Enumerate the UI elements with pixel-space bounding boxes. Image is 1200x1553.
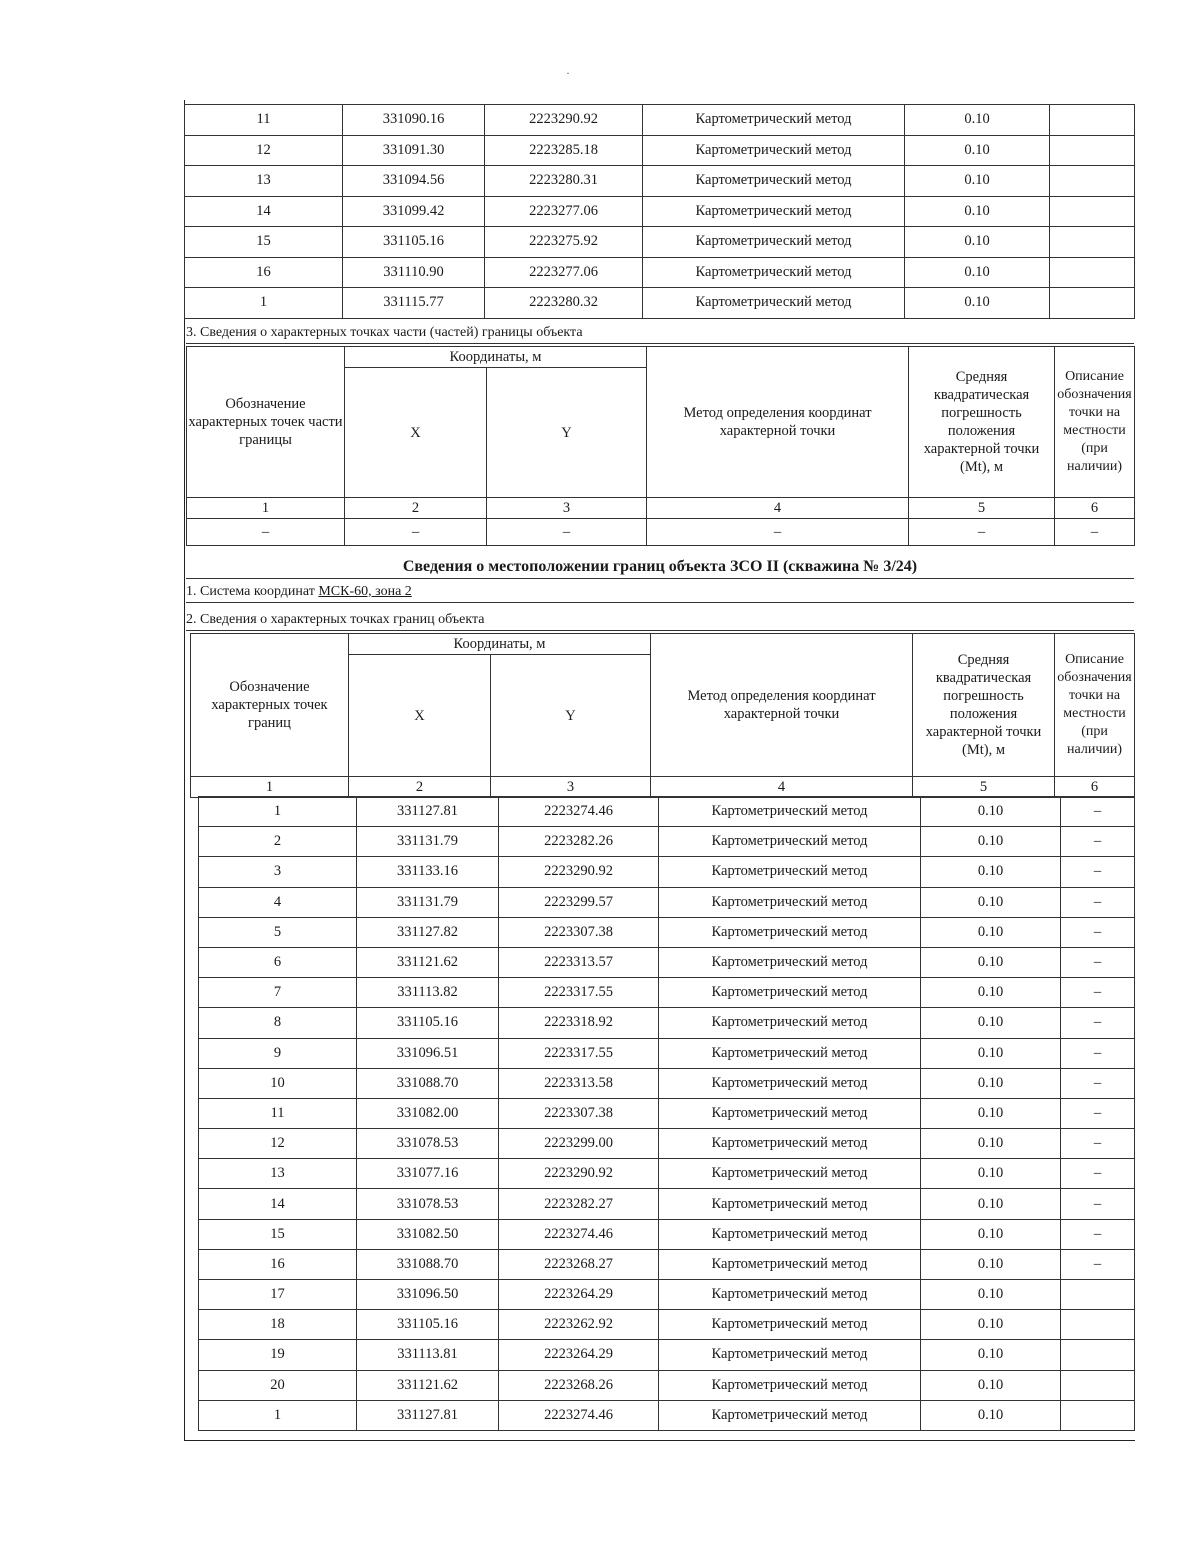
- accuracy-cell: 0.10: [921, 1219, 1061, 1249]
- coord-y-cell: 2223274.46: [499, 797, 659, 827]
- coord-x-cell: 331094.56: [343, 166, 485, 197]
- description-cell: –: [1061, 1038, 1135, 1068]
- section2-caption: 2. Сведения о характерных точках границ объекта: [186, 610, 1134, 631]
- method-cell: Картометрический метод: [643, 196, 905, 227]
- accuracy-cell: 0.10: [905, 196, 1050, 227]
- coord-y-cell: 2223290.92: [499, 857, 659, 887]
- accuracy-cell: 0.10: [905, 227, 1050, 258]
- accuracy-cell: 0.10: [921, 1129, 1061, 1159]
- col-point-header: Обозначение характерных точек части границы: [187, 347, 345, 498]
- column-numbers-2: 1 2 3 4 5 6: [191, 777, 1135, 798]
- col-x-header: X: [345, 368, 487, 498]
- table-row: [199, 1310, 1135, 1340]
- description-cell: [1050, 288, 1135, 319]
- method-cell: Картометрический метод: [659, 797, 921, 827]
- coord-y-cell: 2223280.32: [485, 288, 643, 319]
- column-numbers: 1 2 3 4 5 6: [187, 498, 1135, 519]
- method-cell: Картометрический метод: [659, 917, 921, 947]
- table-row: [199, 917, 1135, 947]
- description-cell: –: [1061, 1098, 1135, 1128]
- table-row: [199, 978, 1135, 1008]
- method-cell: Картометрический метод: [659, 1189, 921, 1219]
- coord-x-cell: 331088.70: [357, 1068, 499, 1098]
- description-cell: –: [1061, 857, 1135, 887]
- coord-x-cell: 331078.53: [357, 1129, 499, 1159]
- point-number-cell: 11: [185, 105, 343, 136]
- coord-y-cell: 2223307.38: [499, 1098, 659, 1128]
- accuracy-cell: 0.10: [921, 1340, 1061, 1370]
- table-row: [199, 1189, 1135, 1219]
- method-cell: Картометрический метод: [659, 1340, 921, 1370]
- col-point-header-2: Обозначение характерных точек границ: [191, 634, 349, 777]
- description-cell: [1050, 166, 1135, 197]
- description-cell: –: [1061, 797, 1135, 827]
- coord-x-cell: 331113.81: [357, 1340, 499, 1370]
- col-desc-header: Описание обозначения точки на местности (при наличии): [1055, 347, 1135, 498]
- section3-caption: 3. Сведения о характерных точках части (частей) границы объекта: [186, 323, 1134, 344]
- accuracy-cell: 0.10: [921, 1280, 1061, 1310]
- coord-y-cell: 2223277.06: [485, 196, 643, 227]
- table-row: [185, 257, 1135, 288]
- point-number-cell: 10: [199, 1068, 357, 1098]
- col-y-header-2: Y: [491, 655, 651, 777]
- coord-x-cell: 331096.50: [357, 1280, 499, 1310]
- accuracy-cell: 0.10: [921, 1159, 1061, 1189]
- description-cell: [1061, 1310, 1135, 1340]
- table-row: [199, 827, 1135, 857]
- coord-y-cell: 2223285.18: [485, 135, 643, 166]
- coord-x-cell: 331105.16: [343, 227, 485, 258]
- coord-x-cell: 331133.16: [357, 857, 499, 887]
- point-number-cell: 12: [199, 1129, 357, 1159]
- accuracy-cell: 0.10: [905, 166, 1050, 197]
- accuracy-cell: 0.10: [921, 1068, 1061, 1098]
- coord-y-cell: 2223268.26: [499, 1370, 659, 1400]
- coord-x-cell: 331096.51: [357, 1038, 499, 1068]
- method-cell: Картометрический метод: [659, 1159, 921, 1189]
- object-points-table: [198, 796, 1135, 1431]
- accuracy-cell: 0.10: [921, 1249, 1061, 1279]
- method-cell: Картометрический метод: [659, 1068, 921, 1098]
- table-row: [199, 1400, 1135, 1430]
- point-number-cell: 4: [199, 887, 357, 917]
- col-method-header: Метод определения координат характерной точки: [647, 347, 909, 498]
- description-cell: –: [1061, 1129, 1135, 1159]
- table-row: [199, 1129, 1135, 1159]
- point-number-cell: 3: [199, 857, 357, 887]
- col-coords-header-2: Координаты, м: [349, 634, 651, 655]
- accuracy-cell: 0.10: [921, 827, 1061, 857]
- coord-x-cell: 331105.16: [357, 1310, 499, 1340]
- description-cell: –: [1061, 1219, 1135, 1249]
- description-cell: [1050, 135, 1135, 166]
- table-row: [185, 105, 1135, 136]
- coord-y-cell: 2223282.26: [499, 827, 659, 857]
- coord-y-cell: 2223280.31: [485, 166, 643, 197]
- coord-x-cell: 331127.81: [357, 797, 499, 827]
- description-cell: –: [1061, 947, 1135, 977]
- point-number-cell: 7: [199, 978, 357, 1008]
- method-cell: Картометрический метод: [643, 135, 905, 166]
- coord-y-cell: 2223264.29: [499, 1280, 659, 1310]
- table-row: [199, 857, 1135, 887]
- coord-y-cell: 2223282.27: [499, 1189, 659, 1219]
- point-number-cell: 19: [199, 1340, 357, 1370]
- coord-x-cell: 331115.77: [343, 288, 485, 319]
- coord-y-cell: 2223277.06: [485, 257, 643, 288]
- description-cell: [1061, 1340, 1135, 1370]
- method-cell: Картометрический метод: [659, 1310, 921, 1340]
- accuracy-cell: 0.10: [921, 1400, 1061, 1430]
- accuracy-cell: 0.10: [921, 857, 1061, 887]
- method-cell: Картометрический метод: [659, 1219, 921, 1249]
- method-cell: Картометрический метод: [659, 857, 921, 887]
- point-number-cell: 15: [199, 1219, 357, 1249]
- accuracy-cell: 0.10: [921, 797, 1061, 827]
- accuracy-cell: 0.10: [905, 105, 1050, 136]
- table-row: [185, 196, 1135, 227]
- table-row: [185, 227, 1135, 258]
- coord-y-cell: 2223318.92: [499, 1008, 659, 1038]
- point-number-cell: 1: [199, 1400, 357, 1430]
- description-cell: [1061, 1280, 1135, 1310]
- col-desc-header-2: Описание обозначения точки на местности (при наличии): [1055, 634, 1135, 777]
- coord-y-cell: 2223290.92: [499, 1159, 659, 1189]
- table-row: [199, 1098, 1135, 1128]
- description-cell: –: [1061, 1189, 1135, 1219]
- accuracy-cell: 0.10: [905, 288, 1050, 319]
- coord-x-cell: 331131.79: [357, 827, 499, 857]
- method-cell: Картометрический метод: [659, 1129, 921, 1159]
- coord-y-cell: 2223313.58: [499, 1068, 659, 1098]
- point-number-cell: 11: [199, 1098, 357, 1128]
- col-method-header-2: Метод определения координат характерной точки: [651, 634, 913, 777]
- point-number-cell: 13: [185, 166, 343, 197]
- point-number-cell: 16: [185, 257, 343, 288]
- coord-x-cell: 331127.82: [357, 917, 499, 947]
- point-number-cell: 18: [199, 1310, 357, 1340]
- object-heading: Сведения о местоположении границ объекта ЗСО II (скважина № 3/24): [186, 556, 1134, 579]
- coord-x-cell: 331121.62: [357, 947, 499, 977]
- method-cell: Картометрический метод: [659, 978, 921, 1008]
- accuracy-cell: 0.10: [921, 978, 1061, 1008]
- coord-x-cell: 331131.79: [357, 887, 499, 917]
- point-number-cell: 16: [199, 1249, 357, 1279]
- point-number-cell: 17: [199, 1280, 357, 1310]
- method-cell: Картометрический метод: [643, 227, 905, 258]
- table-row: [199, 1068, 1135, 1098]
- coord-x-cell: 331091.30: [343, 135, 485, 166]
- object-points-header: [190, 633, 1135, 798]
- point-number-cell: 20: [199, 1370, 357, 1400]
- table-row: [199, 797, 1135, 827]
- coord-x-cell: 331113.82: [357, 978, 499, 1008]
- coord-x-cell: 331110.90: [343, 257, 485, 288]
- table-row: [199, 1280, 1135, 1310]
- coord-x-cell: 331121.62: [357, 1370, 499, 1400]
- description-cell: –: [1061, 917, 1135, 947]
- description-cell: –: [1061, 1068, 1135, 1098]
- method-cell: Картометрический метод: [643, 257, 905, 288]
- description-cell: –: [1061, 1159, 1135, 1189]
- accuracy-cell: 0.10: [921, 947, 1061, 977]
- table-row: [199, 1008, 1135, 1038]
- table-row: [199, 1249, 1135, 1279]
- description-cell: [1050, 105, 1135, 136]
- point-number-cell: 14: [199, 1189, 357, 1219]
- description-cell: [1050, 196, 1135, 227]
- description-cell: [1061, 1400, 1135, 1430]
- point-number-cell: 1: [199, 797, 357, 827]
- method-cell: Картометрический метод: [659, 827, 921, 857]
- point-number-cell: 13: [199, 1159, 357, 1189]
- accuracy-cell: 0.10: [921, 1310, 1061, 1340]
- method-cell: Картометрический метод: [659, 1098, 921, 1128]
- accuracy-cell: 0.10: [921, 1038, 1061, 1068]
- table-row: [185, 166, 1135, 197]
- accuracy-cell: 0.10: [905, 135, 1050, 166]
- point-number-cell: 1: [185, 288, 343, 319]
- points-table-continued: [184, 104, 1135, 319]
- coord-y-cell: 2223268.27: [499, 1249, 659, 1279]
- accuracy-cell: 0.10: [905, 257, 1050, 288]
- coord-y-cell: 2223274.46: [499, 1219, 659, 1249]
- method-cell: Картометрический метод: [659, 1370, 921, 1400]
- scan-mark: ·: [566, 66, 570, 80]
- coord-x-cell: 331105.16: [357, 1008, 499, 1038]
- method-cell: Картометрический метод: [659, 947, 921, 977]
- coord-x-cell: 331090.16: [343, 105, 485, 136]
- col-mt-header-2: Средняя квадратическая погрешность положения характерной точки (Mt), м: [913, 634, 1055, 777]
- coord-y-cell: 2223290.92: [485, 105, 643, 136]
- coord-y-cell: 2223307.38: [499, 917, 659, 947]
- coord-x-cell: 331088.70: [357, 1249, 499, 1279]
- coord-x-cell: 331078.53: [357, 1189, 499, 1219]
- coord-x-cell: 331082.50: [357, 1219, 499, 1249]
- coord-x-cell: 331082.00: [357, 1098, 499, 1128]
- table-row: [199, 1219, 1135, 1249]
- coord-system-line: 1. Система координат МСК-60, зона 2: [186, 582, 1134, 603]
- coord-x-cell: 331099.42: [343, 196, 485, 227]
- table-row: [199, 1370, 1135, 1400]
- accuracy-cell: 0.10: [921, 1370, 1061, 1400]
- method-cell: Картометрический метод: [643, 166, 905, 197]
- method-cell: Картометрический метод: [659, 1008, 921, 1038]
- table-row: [199, 1340, 1135, 1370]
- coord-y-cell: 2223274.46: [499, 1400, 659, 1430]
- point-number-cell: 15: [185, 227, 343, 258]
- coord-y-cell: 2223299.00: [499, 1129, 659, 1159]
- table-row: [199, 1159, 1135, 1189]
- col-x-header-2: X: [349, 655, 491, 777]
- point-number-cell: 6: [199, 947, 357, 977]
- coord-y-cell: 2223264.29: [499, 1340, 659, 1370]
- accuracy-cell: 0.10: [921, 1189, 1061, 1219]
- table-row: [199, 1038, 1135, 1068]
- accuracy-cell: 0.10: [921, 887, 1061, 917]
- col-coords-header: Координаты, м: [345, 347, 647, 368]
- description-cell: [1061, 1370, 1135, 1400]
- coord-x-cell: 331127.81: [357, 1400, 499, 1430]
- accuracy-cell: 0.10: [921, 1098, 1061, 1128]
- dash-row: – – – – – –: [187, 519, 1135, 546]
- point-number-cell: 9: [199, 1038, 357, 1068]
- accuracy-cell: 0.10: [921, 1008, 1061, 1038]
- coord-y-cell: 2223317.55: [499, 1038, 659, 1068]
- coord-y-cell: 2223262.92: [499, 1310, 659, 1340]
- method-cell: Картометрический метод: [659, 1400, 921, 1430]
- col-mt-header: Средняя квадратическая погрешность положения характерной точки (Mt), м: [909, 347, 1055, 498]
- accuracy-cell: 0.10: [921, 917, 1061, 947]
- point-number-cell: 8: [199, 1008, 357, 1038]
- method-cell: Картометрический метод: [659, 887, 921, 917]
- coord-y-cell: 2223313.57: [499, 947, 659, 977]
- coord-y-cell: 2223299.57: [499, 887, 659, 917]
- table-row: [185, 135, 1135, 166]
- point-number-cell: 2: [199, 827, 357, 857]
- description-cell: [1050, 257, 1135, 288]
- method-cell: Картометрический метод: [659, 1249, 921, 1279]
- method-cell: Картометрический метод: [659, 1038, 921, 1068]
- coord-y-cell: 2223317.55: [499, 978, 659, 1008]
- point-number-cell: 14: [185, 196, 343, 227]
- description-cell: –: [1061, 1249, 1135, 1279]
- description-cell: –: [1061, 1008, 1135, 1038]
- coord-y-cell: 2223275.92: [485, 227, 643, 258]
- coord-x-cell: 331077.16: [357, 1159, 499, 1189]
- description-cell: [1050, 227, 1135, 258]
- table-row: [185, 288, 1135, 319]
- point-number-cell: 5: [199, 917, 357, 947]
- part-points-table: [186, 346, 1135, 546]
- method-cell: Картометрический метод: [643, 288, 905, 319]
- table-row: [199, 887, 1135, 917]
- point-number-cell: 12: [185, 135, 343, 166]
- description-cell: –: [1061, 978, 1135, 1008]
- method-cell: Картометрический метод: [643, 105, 905, 136]
- description-cell: –: [1061, 827, 1135, 857]
- description-cell: –: [1061, 887, 1135, 917]
- col-y-header: Y: [487, 368, 647, 498]
- table-row: [199, 947, 1135, 977]
- method-cell: Картометрический метод: [659, 1280, 921, 1310]
